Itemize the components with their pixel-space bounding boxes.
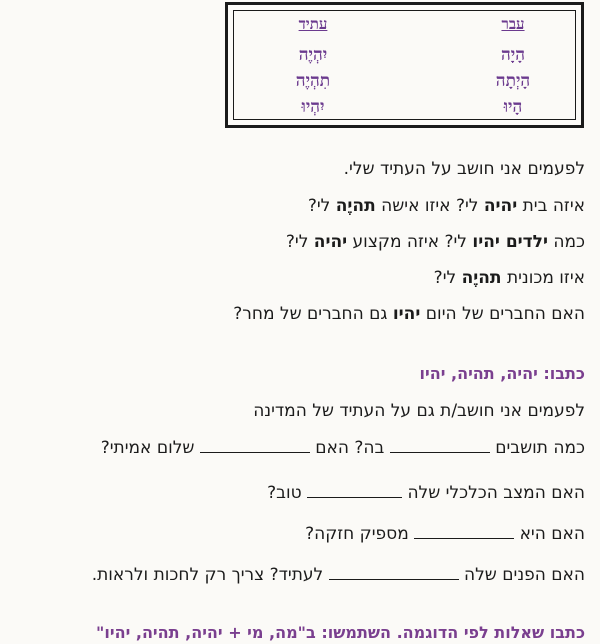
text-segment: שלום אמיתי? xyxy=(100,438,195,458)
past-form: הָיָה xyxy=(500,45,525,65)
bold-verb: יהיה xyxy=(313,232,348,252)
exercise-1-line-1: לפעמים אני חושב/ת גם על העתיד של המדינה xyxy=(253,401,585,421)
fill-blank[interactable] xyxy=(200,438,310,453)
text-segment: לי? xyxy=(307,196,336,216)
text-segment: לי? xyxy=(285,232,314,252)
text-segment: כמה תושבים xyxy=(495,438,585,458)
paragraph-line-5 xyxy=(233,303,585,325)
text-segment: איזה בית xyxy=(517,196,585,216)
exercise-1-line-4 xyxy=(305,523,585,545)
fill-blank[interactable] xyxy=(329,565,459,580)
text-segment: האם המצב הכלכלי שלה xyxy=(407,483,585,503)
paragraph-line-3 xyxy=(286,231,585,253)
exercise-2-heading: כתבו שאלות לפי הדוגמה. השתמשו: ב"מה, מי + יהיה, תהיה, יהיו" xyxy=(96,623,585,642)
exercise-1-heading: כתבו: יהיה, תהיה, יהיו xyxy=(419,364,585,383)
bold-verb: יהיה xyxy=(483,196,518,216)
future-form: יִהְיוּ xyxy=(301,97,325,117)
paragraph-line-1: לפעמים אני חושב על העתיד שלי. xyxy=(343,159,585,179)
paragraph-line-2 xyxy=(308,195,585,217)
text-segment: כמה xyxy=(547,232,585,252)
text-segment: לי? איזה מקצוע xyxy=(347,232,473,252)
text-segment: לי? איזו אישה xyxy=(375,196,484,216)
text-segment: האם היא xyxy=(519,524,585,544)
past-header: עבר xyxy=(501,15,525,33)
fill-blank[interactable] xyxy=(414,524,514,539)
text-segment: גם החברים של מחר? xyxy=(233,304,393,324)
fill-blank[interactable] xyxy=(307,483,402,498)
bold-verb: תהיֶה xyxy=(335,196,376,216)
future-form: תִהְיֶה xyxy=(295,71,331,91)
past-column xyxy=(468,15,558,120)
text-segment: לעתיד? צריך רק לחכות ולראות. xyxy=(91,565,324,585)
bold-verb: תהיֶה xyxy=(461,268,502,288)
future-header: עתיד xyxy=(298,15,328,33)
text-segment: האם הפנים שלה xyxy=(464,565,585,585)
fill-blank[interactable] xyxy=(390,438,490,453)
past-form: הָיוּ xyxy=(503,97,523,117)
paragraph-line-4 xyxy=(434,267,585,289)
future-column xyxy=(268,15,358,120)
text-segment: איזו מכונית xyxy=(501,268,585,288)
text-segment: בה? האם xyxy=(315,438,385,458)
text-segment: האם החברים של היום xyxy=(420,304,585,324)
exercise-1-line-2 xyxy=(101,437,585,459)
exercise-1-line-3 xyxy=(267,482,585,504)
bold-verb: ילדים יהיו xyxy=(472,232,548,252)
text-segment: מספיק חזקה? xyxy=(305,524,409,544)
exercise-1-line-5 xyxy=(92,564,585,586)
text-segment: טוב? xyxy=(267,483,302,503)
conjugation-table xyxy=(225,2,584,128)
text-segment: לי? xyxy=(433,268,462,288)
past-form: הָיְתָה xyxy=(495,71,531,91)
bold-verb: יהיו xyxy=(392,304,421,324)
future-form: יִהְיֶה xyxy=(298,45,328,65)
